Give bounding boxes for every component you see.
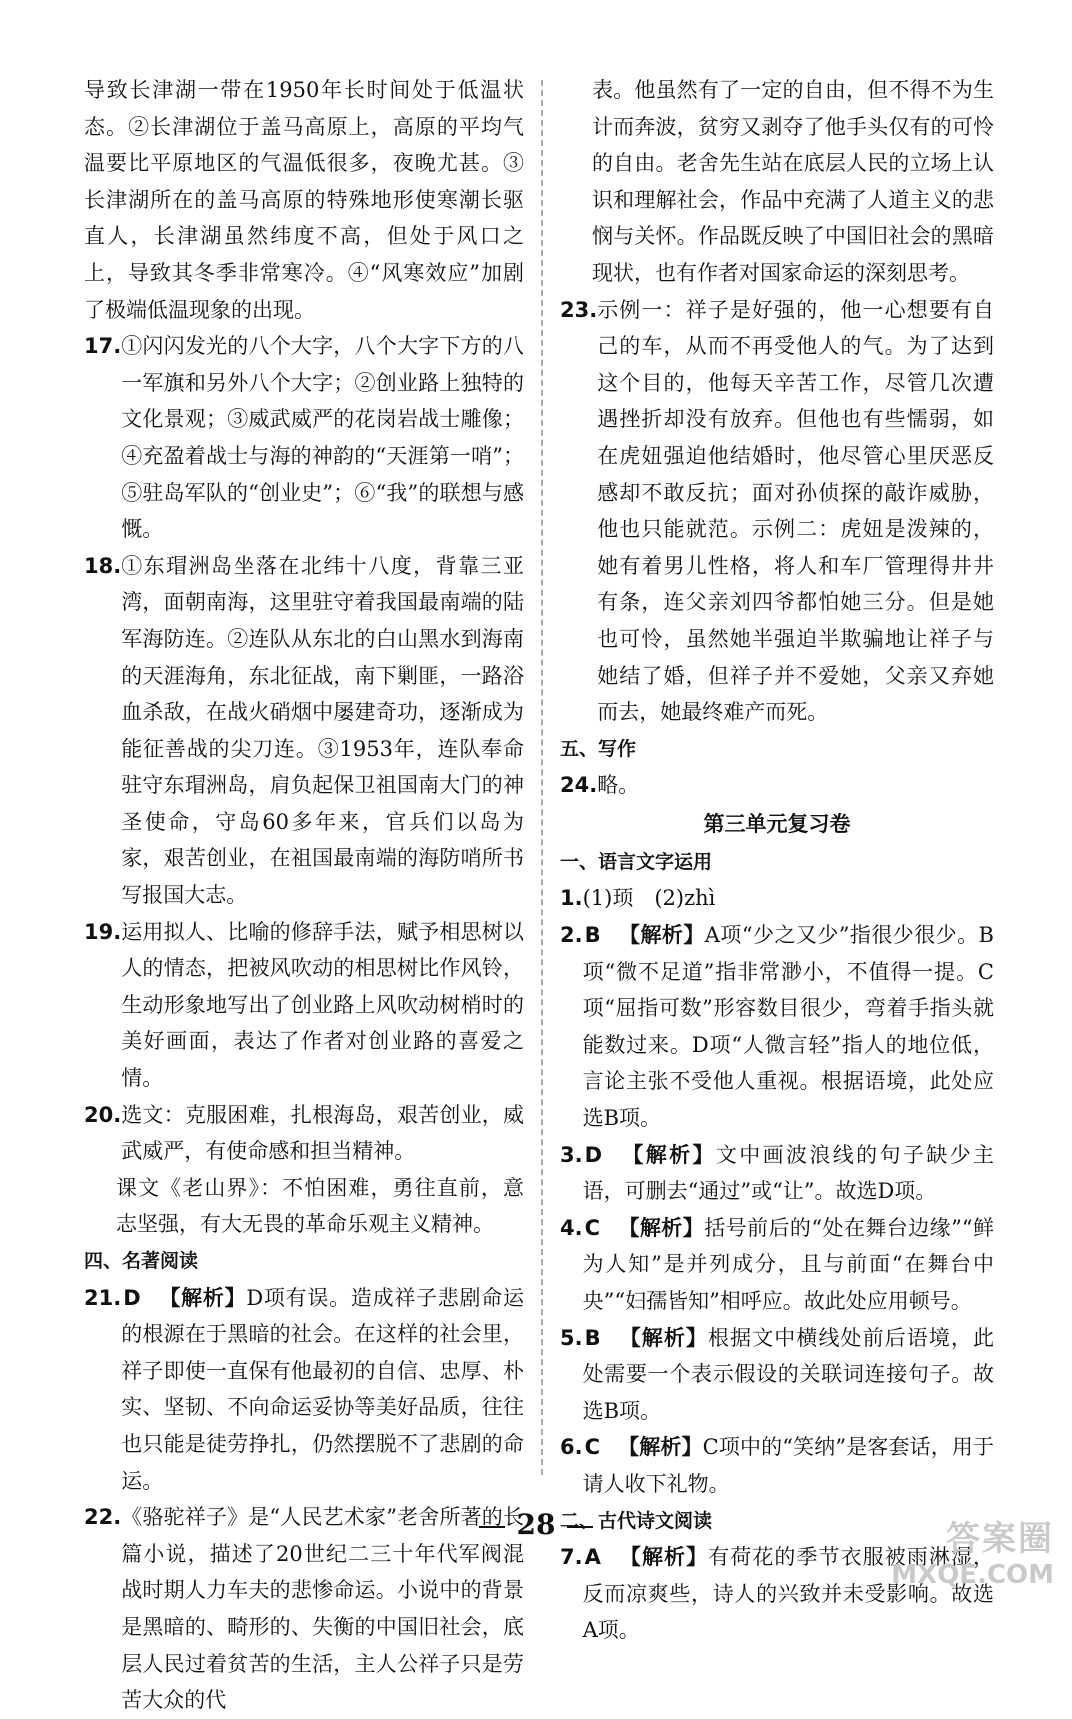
answer-23 <box>560 292 994 731</box>
question-number: 22. <box>84 1505 122 1530</box>
answer-6 <box>560 1429 994 1502</box>
unit-title: 第三单元复习卷 <box>703 811 851 836</box>
answer-text: C项中的“笑纳”是客套话，用于请人收下礼物。 <box>582 1435 995 1496</box>
answer-5 <box>560 1320 994 1430</box>
answer-choice: C <box>584 1215 601 1240</box>
answer-text: 文中画波浪线的句子缺少主语，可删去“通过”或“让”。故选D项。 <box>582 1142 995 1204</box>
continued-paragraph: 表。他虽然有了一定的自由，但不得不为生计而奔波，贫穷又剥夺了他手头仅有的可怜的自由。老舍先生站在底层人民的立场上认识和理解社会，作品中充满了人道主义的悲悯与关怀。作品既反映了中国旧社会的黑暗现状，也有作者对国家命运的深刻思考。 <box>592 78 994 285</box>
page-number: 28 <box>516 1508 556 1541</box>
answer-choice: D <box>123 1285 141 1310</box>
question-number: 17. <box>84 334 122 359</box>
answer-18 <box>84 548 524 914</box>
question-number: 6. <box>560 1435 583 1460</box>
answer-text: 运用拟人、比喻的修辞手法，赋予相思树以人的情态，把被风吹动的相思树比作风铃，生动形象地写出了创业路上风吹动树梢时的美好画面，表达了作者对创业路的喜爱之情。 <box>121 919 524 1091</box>
question-number: 7. <box>560 1545 583 1570</box>
analysis-tag: 【解析】 <box>618 923 705 948</box>
watermark-url: MXQE.COM <box>891 1560 1054 1590</box>
answer-choice: B <box>584 1325 601 1350</box>
footer-dash-right <box>567 1526 593 1528</box>
answer-text: 括号前后的“处在舞台边缘”“鲜为人知”是并列成分，且与前面“在舞台中央”“妇孺皆知”相呼应。故此处应用顿号。 <box>582 1215 995 1313</box>
answer-text: ①闪闪发光的八个大字，八个大字下方的八一军旗和另外八个大字；②创业路上独特的文化景观；③威武威严的花岗岩战士雕像；④充盈着战士与海的神韵的“天涯第一哨”；⑤驻岛军队的“创业史”；⑥“我”的联想与感慨。 <box>121 334 524 542</box>
section-heading-1: 一、语言文字运用 <box>560 850 713 873</box>
right-column <box>560 72 994 1649</box>
analysis-tag: 【解析】 <box>618 1325 709 1350</box>
question-number: 4. <box>560 1215 583 1240</box>
section-heading-2: 二、古代诗文阅读 <box>560 1509 713 1532</box>
answer-text: 有荷花的季节衣服被雨淋湿，反而凉爽些，诗人的兴致并未受影响。故选A项。 <box>582 1545 995 1643</box>
answer-choice: C <box>584 1435 601 1460</box>
answer-choice: D <box>584 1142 603 1167</box>
answer-2 <box>560 917 994 1137</box>
section-heading-5: 五、写作 <box>560 737 637 760</box>
answer-3 <box>560 1137 994 1210</box>
question-number: 21. <box>84 1285 122 1310</box>
answer-text: 选文：克服困难，扎根海岛，艰苦创业，威武威严，有使命感和担当精神。 <box>121 1102 524 1164</box>
question-number: 24. <box>560 773 598 798</box>
question-number: 3. <box>560 1142 583 1167</box>
left-column <box>84 72 524 1719</box>
answer-text: ①东瑁洲岛坐落在北纬十八度，背靠三亚湾，面朝南海，这里驻守着我国最南端的陆军海防连。②连队从东北的白山黑水到海南的天涯海角，东北征战，南下剿匪，一路浴血杀敌，在战火硝烟中屡建奇功，逐渐成为能征善战的尖刀连。③1953年，连队奉命驻守东瑁洲岛，肩负起保卫祖国南大门的神圣使命，守岛60多年来，官兵们以岛为家，艰苦创业，在祖国最南端的海防哨所书写报国大志。 <box>121 553 524 908</box>
question-number: 19. <box>84 919 122 944</box>
answer-24 <box>560 767 994 804</box>
answer-text: A项“少之又少”指很少很少。B项“微不足道”指非常渺小，不值得一提。C项“屈指可数”形容数目很少，弯着手指头就能数过来。D项“人微言轻”指人的地位低，言论主张不受他人重视。根据语境，此处应选B项。 <box>582 923 994 1131</box>
footer-dash-left <box>479 1526 505 1528</box>
analysis-tag: 【解析】 <box>618 1435 703 1460</box>
section-heading-4: 四、名著阅读 <box>84 1250 199 1272</box>
answer-17 <box>84 328 524 548</box>
analysis-tag: 【解析】 <box>620 1142 716 1167</box>
watermark <box>891 1511 1054 1590</box>
question-number: 20. <box>84 1102 122 1127</box>
question-number: 23. <box>560 297 598 322</box>
answer-21 <box>84 1280 524 1500</box>
answer-20-continued: 课文《老山界》：不怕困难，勇往直前，意志坚强，有大无畏的革命乐观主义精神。 <box>116 1175 524 1237</box>
answer-text: 根据文中横线处前后语境，此处需要一个表示假设的关联词连接句子。故选B项。 <box>582 1325 995 1423</box>
question-number: 2. <box>560 923 583 948</box>
question-number: 5. <box>560 1325 583 1350</box>
answer-19 <box>84 914 524 1097</box>
column-divider <box>541 80 543 1475</box>
answer-text: D项有误。造成祥子悲剧命运的根源在于黑暗的社会。在这样的社会里，祥子即使一直保有他最初的自信、忠厚、朴实、坚韧、不向命运妥协等美好品质，往往也只能是徒劳挣扎，仍然摆脱不了悲剧的命运。 <box>121 1285 524 1493</box>
answer-text: 示例一：祥子是好强的，他一心想要有自己的车，从而不再受他人的气。为了达到这个目的，他每天辛苦工作，尽管几次遭遇挫折却没有放弃。但他也有些懦弱，如在虎妞强迫他结婚时，他尽管心里厌恶反感却不敢反抗；面对孙侦探的敲诈威胁，他也只能就范。示例二：虎妞是泼辣的，她有着男儿性格，将人和车厂管理得井井有条，连父亲刘四爷都怕她三分。但是她也可怜，虽然她半强迫半欺骗地让祥子与她结了婚，但祥子并不爱她，父亲又弃她而去，她最终难产而死。 <box>597 297 994 725</box>
answer-text: 略。 <box>597 773 640 798</box>
continued-paragraph: 导致长津湖一带在1950年长时间处于低温状态。②长津湖位于盖马高原上，高原的平均气温要比平原地区的气温低很多，夜晚尤甚。③长津湖所在的盖马高原的特殊地形使寒潮长驱直人，长津湖虽然纬度不高，但处于风口之上，导致其冬季非常寒冷。④“风寒效应”加剧了极端低温现象的出现。 <box>84 78 524 322</box>
answer-20 <box>84 1097 524 1170</box>
question-number: 18. <box>84 553 122 578</box>
answer-4 <box>560 1210 994 1320</box>
answer-choice: B <box>584 923 601 948</box>
analysis-tag: 【解析】 <box>158 1285 247 1310</box>
answer-1 <box>560 880 994 917</box>
answer-choice: A <box>584 1545 601 1570</box>
question-number: 1. <box>560 886 583 911</box>
analysis-tag: 【解析】 <box>618 1215 705 1240</box>
analysis-tag: 【解析】 <box>618 1545 709 1570</box>
answer-text: 《骆驼祥子》是“人民艺术家”老舍所著的长篇小说，描述了20世纪二三十年代军阀混战时期人力车夫的悲惨命运。小说中的背景是黑暗的、畸形的、失衡的中国旧社会，底层人民过着贫苦的生活，主人公祥子只是劳苦大众的代 <box>121 1505 524 1713</box>
answer-text: (1)顼 (2)zhì <box>582 886 716 911</box>
watermark-logo-text: 答案圈 <box>946 1519 1054 1559</box>
